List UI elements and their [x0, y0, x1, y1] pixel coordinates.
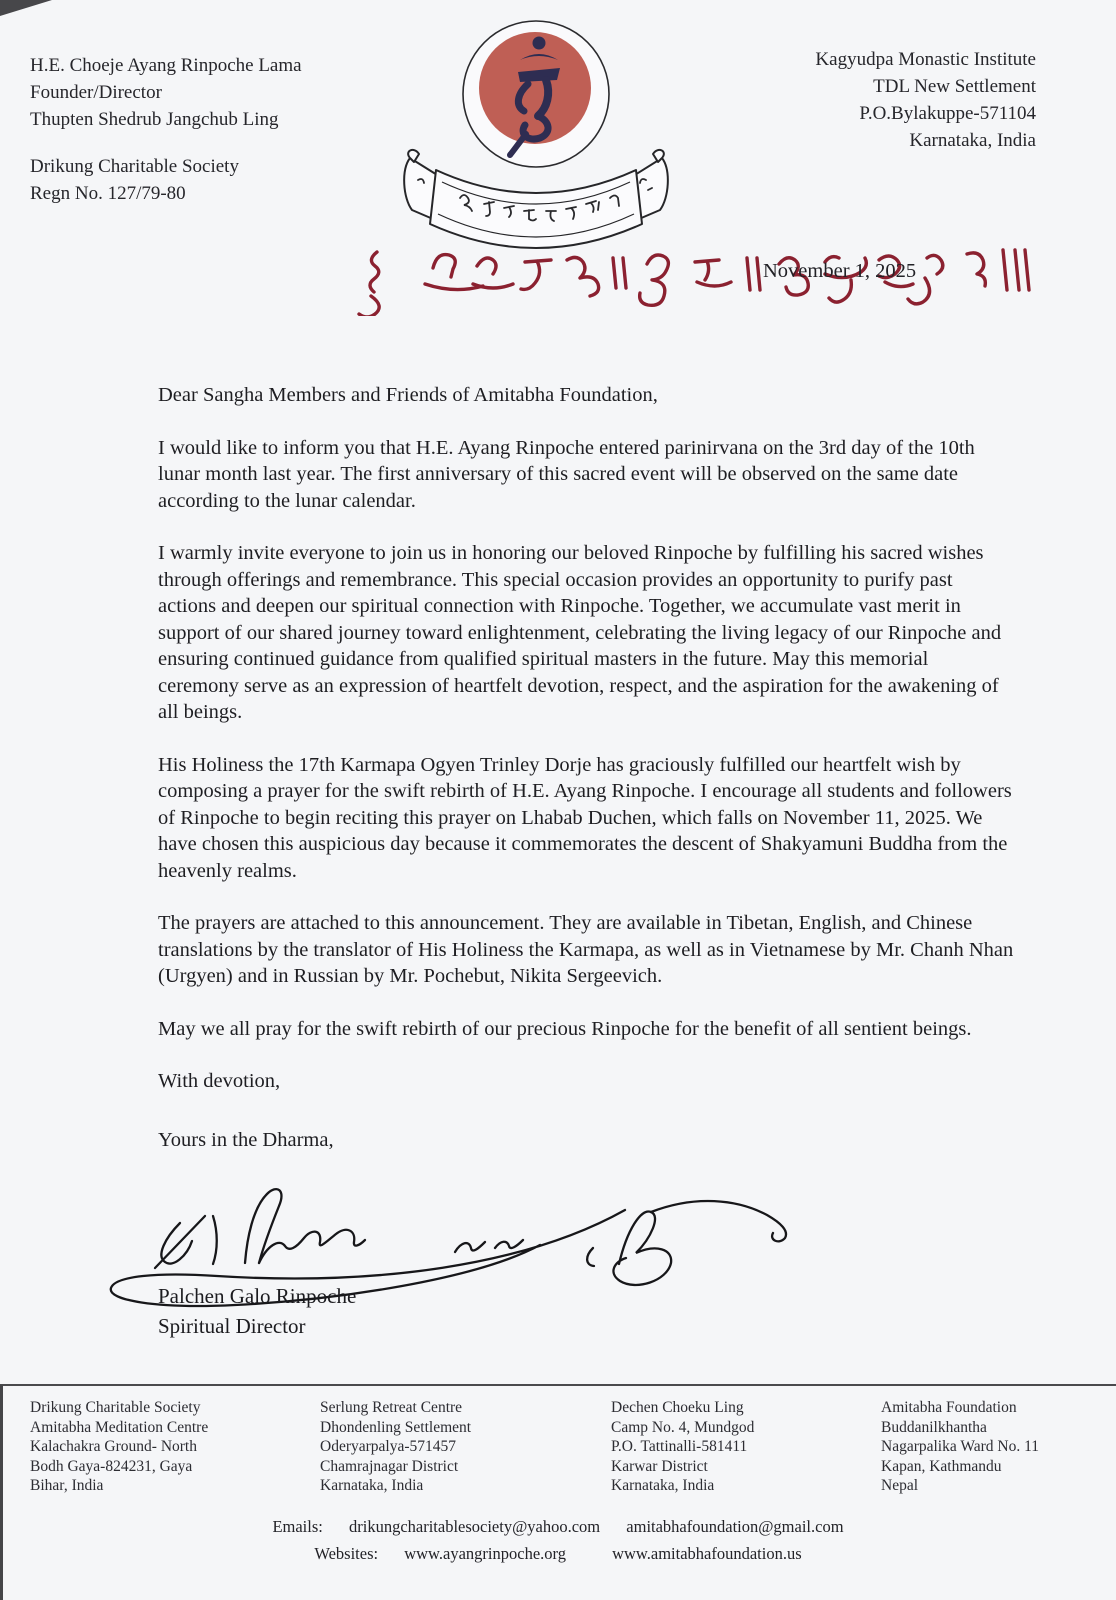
letterhead-sender-name: H.E. Choeje Ayang Rinpoche Lama — [30, 55, 302, 76]
paragraph-4: The prayers are attached to this announcement. They are available in Tibetan, English, and Chinese translations by the translator of His Holiness the Karmapa, as well as in Vietnamese by Mr. Chanh Nhan (Urgyen) and in Russian by Mr. Pochebut, Nikita Sergeevich. — [158, 912, 1014, 987]
letter-date: November 1, 2025 — [763, 260, 917, 282]
signer-block — [158, 1281, 356, 1341]
website-1: www.ayangrinpoche.org — [404, 1544, 566, 1563]
letter-body — [158, 382, 1014, 1185]
letterhead-right — [815, 46, 1036, 154]
left-edge-scan-artifact — [0, 1385, 3, 1600]
letterhead-regn: Regn No. 127/79-80 — [30, 183, 186, 204]
letterhead-institute: Kagyudpa Monastic Institute — [815, 49, 1036, 70]
paragraph-5: May we all pray for the swift rebirth of our precious Rinpoche for the benefit of all sentient beings. — [158, 1017, 972, 1040]
websites-line — [0, 1540, 1116, 1567]
corner-scan-artifact — [0, 0, 52, 16]
letterhead-sender-role: Founder/Director — [30, 82, 162, 103]
tibetan-seed-syllable-seal-icon — [398, 12, 678, 262]
emails-label: Emails: — [272, 1517, 323, 1536]
footer-col-dechen: Dechen Choeku Ling Camp No. 4, Mundgod P.O. Tattinalli-581411 Karwar District Karnataka, India — [611, 1399, 755, 1494]
paragraph-2: I warmly invite everyone to join us in honoring our beloved Rinpoche by fulfilling his sacred wishes through offerings and remembrance. This special occasion provides an opportunity to purify past actions and deepen our spiritual connection with Rinpoche. Together, we accumulate vast merit in support of our shared journey toward enlightenment, celebrating the living legacy of our Rinpoche and ensuring continued guidance from qualified spiritual masters in the future. May this memorial ceremony serve as an expression of heartfelt devotion, respect, and the aspiration for the awakening of all beings. — [158, 542, 1002, 723]
signer-title: Spiritual Director — [158, 1314, 306, 1338]
email-1: drikungcharitablesociety@yahoo.com — [348, 1517, 601, 1536]
closing-dharma: Yours in the Dharma, — [158, 1128, 334, 1151]
email-2: amitabhafoundation@gmail.com — [626, 1517, 844, 1536]
salutation: Dear Sangha Members and Friends of Amitabha Foundation, — [158, 384, 658, 406]
paragraph-1: I would like to inform you that H.E. Ayang Rinpoche entered parinirvana on the 3rd day of the 10th lunar month last year. The first anniversary of this sacred event will be observed on the same date according to the lunar calendar. — [158, 436, 975, 512]
footer-contact — [0, 1513, 1116, 1567]
websites-label: Websites: — [314, 1544, 379, 1563]
letterhead-po: P.O.Bylakuppe-571104 — [859, 103, 1036, 124]
footer-divider — [0, 1384, 1116, 1386]
emails-line — [0, 1513, 1116, 1540]
closing-devotion: With devotion, — [158, 1070, 281, 1092]
paragraph-3: His Holiness the 17th Karmapa Ogyen Trinley Dorje has graciously fulfilled our heartfelt wish by composing a prayer for the swift rebirth of H.E. Ayang Rinpoche. I encourage all students and followers of Rinpoche to begin reciting this prayer on Lhabab Duchen, which falls on November 11, 2025. We have chosen this auspicious day because it commemorates the descent of Shakyamuni Buddha from the heavenly realms. — [158, 753, 1012, 882]
letterhead-society: Drikung Charitable Society — [30, 156, 239, 177]
footer-col-serlung: Serlung Retreat Centre Dhondenling Settlement Oderyarpalya-571457 Chamrajnagar District Karnataka, India — [320, 1399, 472, 1494]
tibetan-calligraphy-line — [355, 238, 1035, 316]
website-2: www.amitabhafoundation.us — [612, 1544, 802, 1563]
signer-name: Palchen Galo Rinpoche — [158, 1284, 357, 1308]
footer-col-amitabha: Amitabha Foundation Buddanilkhantha Nagarpalika Ward No. 11 Kapan, Kathmandu Nepal — [881, 1399, 1040, 1494]
letterhead-sender-org: Thupten Shedrub Jangchub Ling — [30, 109, 279, 130]
footer-col-drikung: Drikung Charitable Society Amitabha Meditation Centre Kalachakra Ground- North Bodh Gaya-824231, Gaya Bihar, India — [30, 1399, 209, 1494]
letterhead-left — [30, 52, 302, 207]
letterhead-state: Karnataka, India — [909, 130, 1036, 151]
letterhead-settlement: TDL New Settlement — [873, 76, 1036, 97]
